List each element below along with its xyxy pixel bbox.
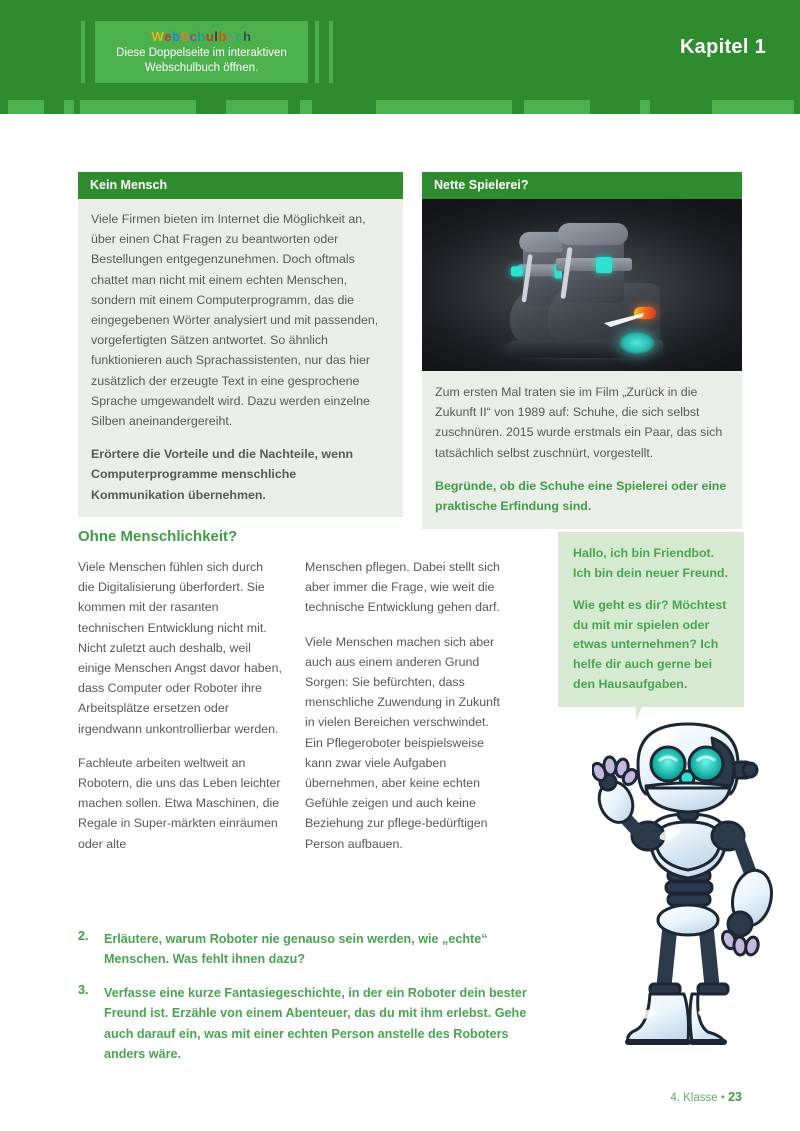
header-accent-bar [329,21,333,83]
page-footer [670,1090,742,1104]
header-block [300,100,312,114]
header-accent-bar [81,21,85,83]
exercise-text: Verfasse eine kurze Fantasiegeschichte, in der ein Roboter dein bester Freund ist. Erzähle von einem Abenteuer, das du mit ihm erlebst. Gehe auch darauf ein, was mit einer echten Person anstelle des Roboters anders wäre. [104,985,527,1062]
header-decorative-blocks [0,100,800,114]
header-accent-bar [315,21,319,83]
sneaker-caption: Zum ersten Mal traten sie im Film „Zurück in die Zukunft II“ von 1989 auf: Schuhe, die sich selbst zuschnüren. 2015 wurde erstmals ein Paar, das sich tatsächlich selbst zuschnürt, vorgestellt. [435,385,723,460]
article-paragraph: Viele Menschen machen sich aber auch aus einem anderen Grund Sorgen: Sie befürchten, dass menschliche Zuwendung in Zukunft in vielen Bereichen verschwindet. Ein Pflegeroboter beispielsweise kann zwar viele Aufgaben übernehmen, aber keine echten Gefühle zeigen und auch keine Beziehung zur pflege-bedürftigen Person aufbauen. [305,634,500,851]
exercise-item [78,983,528,1065]
header-block [64,100,74,114]
webschulbuch-badge-line1: Diese Doppelseite im interaktiven [116,47,287,59]
footer-separator: • [720,1092,725,1104]
section-heading: Ohne Menschlichkeit? [78,528,238,545]
article-column-2 [305,557,510,854]
article-paragraph: Viele Menschen fühlen sich durch die Digitalisierung überfordert. Sie kommen mit der rasanten technischen Entwicklung nicht mit. Nicht zuletzt auch deshalb, weil einige Menschen Angst davor haben, dass Computer oder Roboter ihre Arbeitsplätze ersetzen oder irgendwann unkontrollierbar werden. [78,560,282,736]
footer-grade: 4. Klasse [670,1092,718,1104]
sneaker-front [548,283,660,349]
webschulbuch-badge[interactable] [95,21,308,83]
exercise-number: 2. [78,929,89,943]
info-box-left-paragraph: Viele Firmen bieten im Internet die Möglichkeit an, über einen Chat Fragen zu beantworten oder Bestellungen entgegenzunehmen. Doch oftmals chattet man nicht mit einem echten Menschen, sondern mit einem Computerprogramm, das die eingegebenen Wörter analysiert und mit passenden, vorgefertigten Sätzen antwortet. So ähnlich funktionieren auch Sprachassistenten, nur das hier zusätzlich der erzeugte Text in eine gesprochene Sprache umgewandelt wird. Dazu werden einzelne Silben aneinandergereiht. [91,212,379,429]
bubble-line-2: Wie geht es dir? Möchtest du mit mir spielen oder etwas unternehmen? Ich helfe dir auch gerne bei den Hausaufgaben. [573,598,727,691]
exercise-number: 3. [78,982,89,997]
robot-illustration [592,702,788,1054]
info-box-nette-spielerei [422,172,742,529]
exercise-text: Erläutere, warum Roboter nie genauso sein werden, wie „echte“ Menschen. Was fehlt ihnen dazu? [104,932,488,967]
header-block [226,100,288,114]
header-block [640,100,650,114]
info-box-left-title: Kein Mensch [78,172,403,199]
info-box-kein-mensch [78,172,403,517]
webschulbuch-badge-line2: Webschulbuch öffnen. [144,61,259,74]
chapter-title: Kapitel 1 [679,36,766,58]
info-box-left-task: Erörtere die Vorteile und die Nachteile, wenn Computerprogramme menschliche Kommunikation übernehmen. [91,447,354,502]
robot-speech-bubble [558,532,744,707]
header-block [524,100,590,114]
webschulbuch-logo: WebSchulbuch [151,29,252,44]
bubble-line-1: Hallo, ich bin Friendbot. Ich bin dein neuer Freund. [573,546,728,580]
info-box-right-body [422,371,742,529]
exercise-item [78,929,528,970]
info-box-right-task: Begründe, ob die Schuhe eine Spielerei oder eine praktische Erfindung sind. [435,478,727,514]
nike-swoosh-icon [604,313,644,327]
article-column-1 [78,557,283,854]
info-box-right-title: Nette Spielerei? [422,172,742,199]
info-box-left-body [78,199,403,517]
article-paragraph: Menschen pflegen. Dabei stellt sich aber immer die Frage, wie weit die technische Entwicklung gehen darf. [305,560,500,615]
article-paragraph: Fachleute arbeiten weltweit an Robotern, die uns das Leben leichter machen sollen. Etwa Maschinen, die Regale in Super-märkten einräumen oder alte [78,755,281,851]
header-block [8,100,44,114]
exercise-list [78,929,528,1077]
footer-page-number: 23 [728,1090,742,1104]
header-block [80,100,196,114]
header-block [712,100,794,114]
header-block [376,100,512,114]
sneaker-photo [422,199,742,371]
